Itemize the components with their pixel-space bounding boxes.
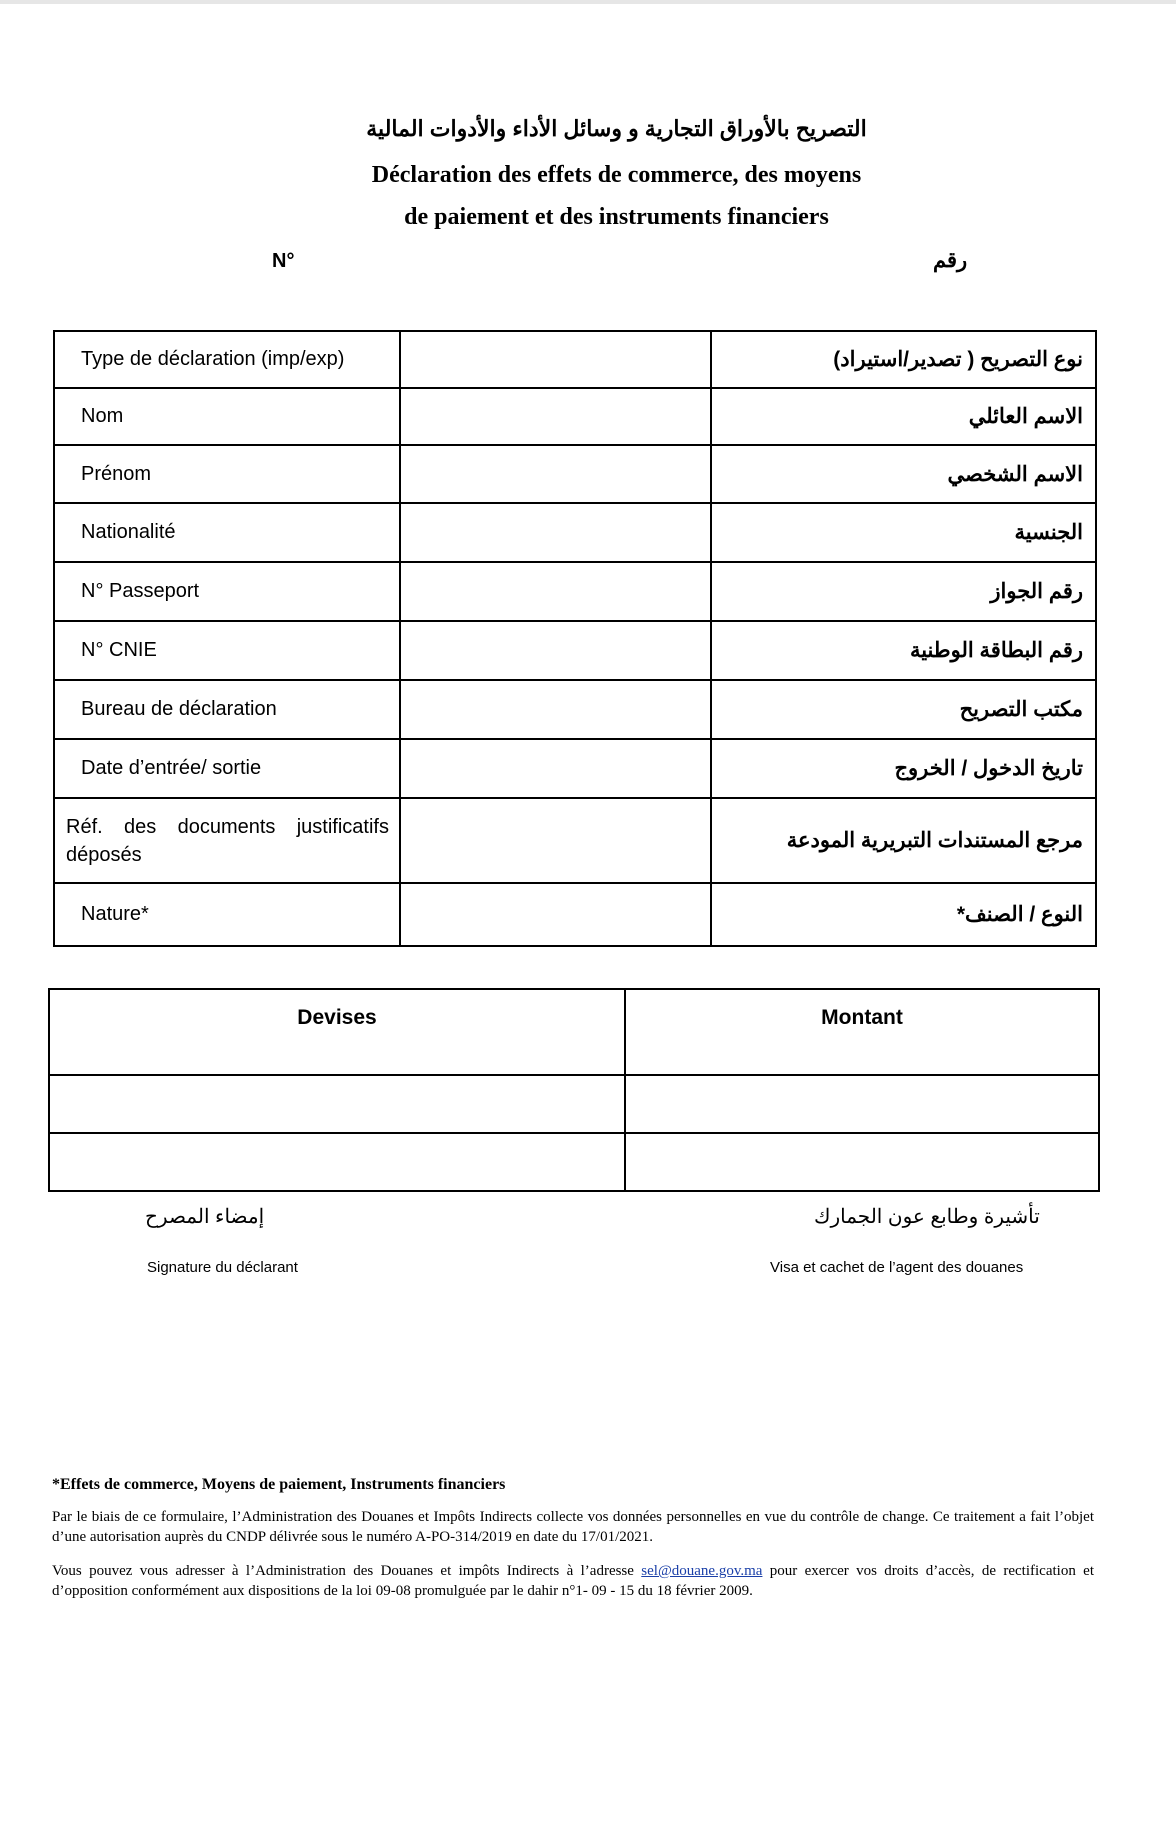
contact-text-after: pour exercer vos droits d’accès, de rectification et d’opposition conformément aux dispositions de la loi 09-08 promulguée par le dahir n°1- 09 - 15 du 18 février 2009. [52, 1563, 1094, 1599]
field-label-fr: N° Passeport [54, 562, 400, 621]
field-label-fr: Date d’entrée/ sortie [54, 739, 400, 798]
field-value-nature[interactable] [400, 883, 711, 946]
form-row-nom [54, 388, 1096, 445]
field-label-fr: Bureau de déclaration [54, 680, 400, 739]
field-label-fr: Réf. des documents justificatifs déposés [54, 798, 400, 883]
column-header-devises: Devises [49, 989, 625, 1075]
agent-visa-label-fr: Visa et cachet de l’agent des douanes [770, 1259, 1024, 1276]
currency-header-row [49, 989, 1099, 1075]
form-row-bureau [54, 680, 1096, 739]
field-value-nom[interactable] [400, 388, 711, 445]
field-label-ar: الجنسية [711, 503, 1096, 562]
title-arabic: التصريح بالأوراق التجارية و وسائل الأداء والأدوات المالية [366, 116, 867, 141]
footnote-privacy-paragraph: Par le biais de ce formulaire, l’Administration des Douanes et Impôts Indirects collecte vos données personnelles en vue du contrôle de change. Ce traitement a fait l’objet d’une autorisation auprès du CNDP délivrée sous le numéro A-PO-314/2019 en date du 17/01/2021. [52, 1509, 1094, 1545]
declarant-signature-label-ar: إمضاء المصرح [145, 1206, 265, 1228]
field-label-ar: تاريخ الدخول / الخروج [711, 739, 1096, 798]
field-label-fr: Prénom [54, 445, 400, 503]
field-label-ar: نوع التصريح ( تصدير/استيراد) [711, 331, 1096, 388]
field-value-cnie[interactable] [400, 621, 711, 680]
declaration-form-table [53, 330, 1097, 947]
top-strip [0, 0, 1176, 4]
amount-cell[interactable] [625, 1133, 1099, 1191]
field-value-ref-docs[interactable] [400, 798, 711, 883]
field-value-nationalite[interactable] [400, 503, 711, 562]
form-row-nature [54, 883, 1096, 946]
field-value-date[interactable] [400, 739, 711, 798]
field-label-ar: رقم الجواز [711, 562, 1096, 621]
currency-cell[interactable] [49, 1133, 625, 1191]
footnote-title: *Effets de commerce, Moyens de paiement, Instruments financiers [52, 1476, 506, 1493]
form-row-cnie [54, 621, 1096, 680]
field-value-type[interactable] [400, 331, 711, 388]
form-row-date [54, 739, 1096, 798]
currency-row [49, 1075, 1099, 1133]
number-label-ar: رقم [933, 249, 968, 272]
field-label-ar: مرجع المستندات التبريرية المودعة [711, 798, 1096, 883]
footnote-contact-paragraph [52, 1561, 1094, 1601]
field-label-ar: مكتب التصريح [711, 680, 1096, 739]
form-row-ref-docs [54, 798, 1096, 883]
number-label-fr: N° [272, 250, 295, 272]
currency-row [49, 1133, 1099, 1191]
amount-cell[interactable] [625, 1075, 1099, 1133]
form-row-type [54, 331, 1096, 388]
declarant-signature-label-fr: Signature du déclarant [147, 1259, 298, 1276]
contact-text-before: Vous pouvez vous adresser à l’Administration des Douanes et impôts Indirects à l’adresse [52, 1563, 642, 1579]
form-row-passeport [54, 562, 1096, 621]
field-label-ar: النوع / الصنف* [711, 883, 1096, 946]
field-value-passeport[interactable] [400, 562, 711, 621]
field-label-fr: Type de déclaration (imp/exp) [54, 331, 400, 388]
form-row-prenom [54, 445, 1096, 503]
form-row-nationalite [54, 503, 1096, 562]
field-label-fr: Nom [54, 388, 400, 445]
contact-email-link[interactable]: sel@douane.gov.ma [641, 1563, 763, 1579]
agent-visa-label-ar: تأشيرة وطابع عون الجمارك [814, 1206, 1040, 1228]
field-label-ar: الاسم العائلي [711, 388, 1096, 445]
field-value-bureau[interactable] [400, 680, 711, 739]
title-french-line1: Déclaration des effets de commerce, des moyens [371, 162, 862, 188]
field-label-fr: Nationalité [54, 503, 400, 562]
field-label-ar: الاسم الشخصي [711, 445, 1096, 503]
field-label-fr: Nature* [54, 883, 400, 946]
field-value-prenom[interactable] [400, 445, 711, 503]
title-french-line2: de paiement et des instruments financiers [404, 204, 829, 230]
currency-table [48, 988, 1100, 1192]
currency-cell[interactable] [49, 1075, 625, 1133]
field-label-fr: N° CNIE [54, 621, 400, 680]
column-header-montant: Montant [625, 989, 1099, 1075]
field-label-ar: رقم البطاقة الوطنية [711, 621, 1096, 680]
